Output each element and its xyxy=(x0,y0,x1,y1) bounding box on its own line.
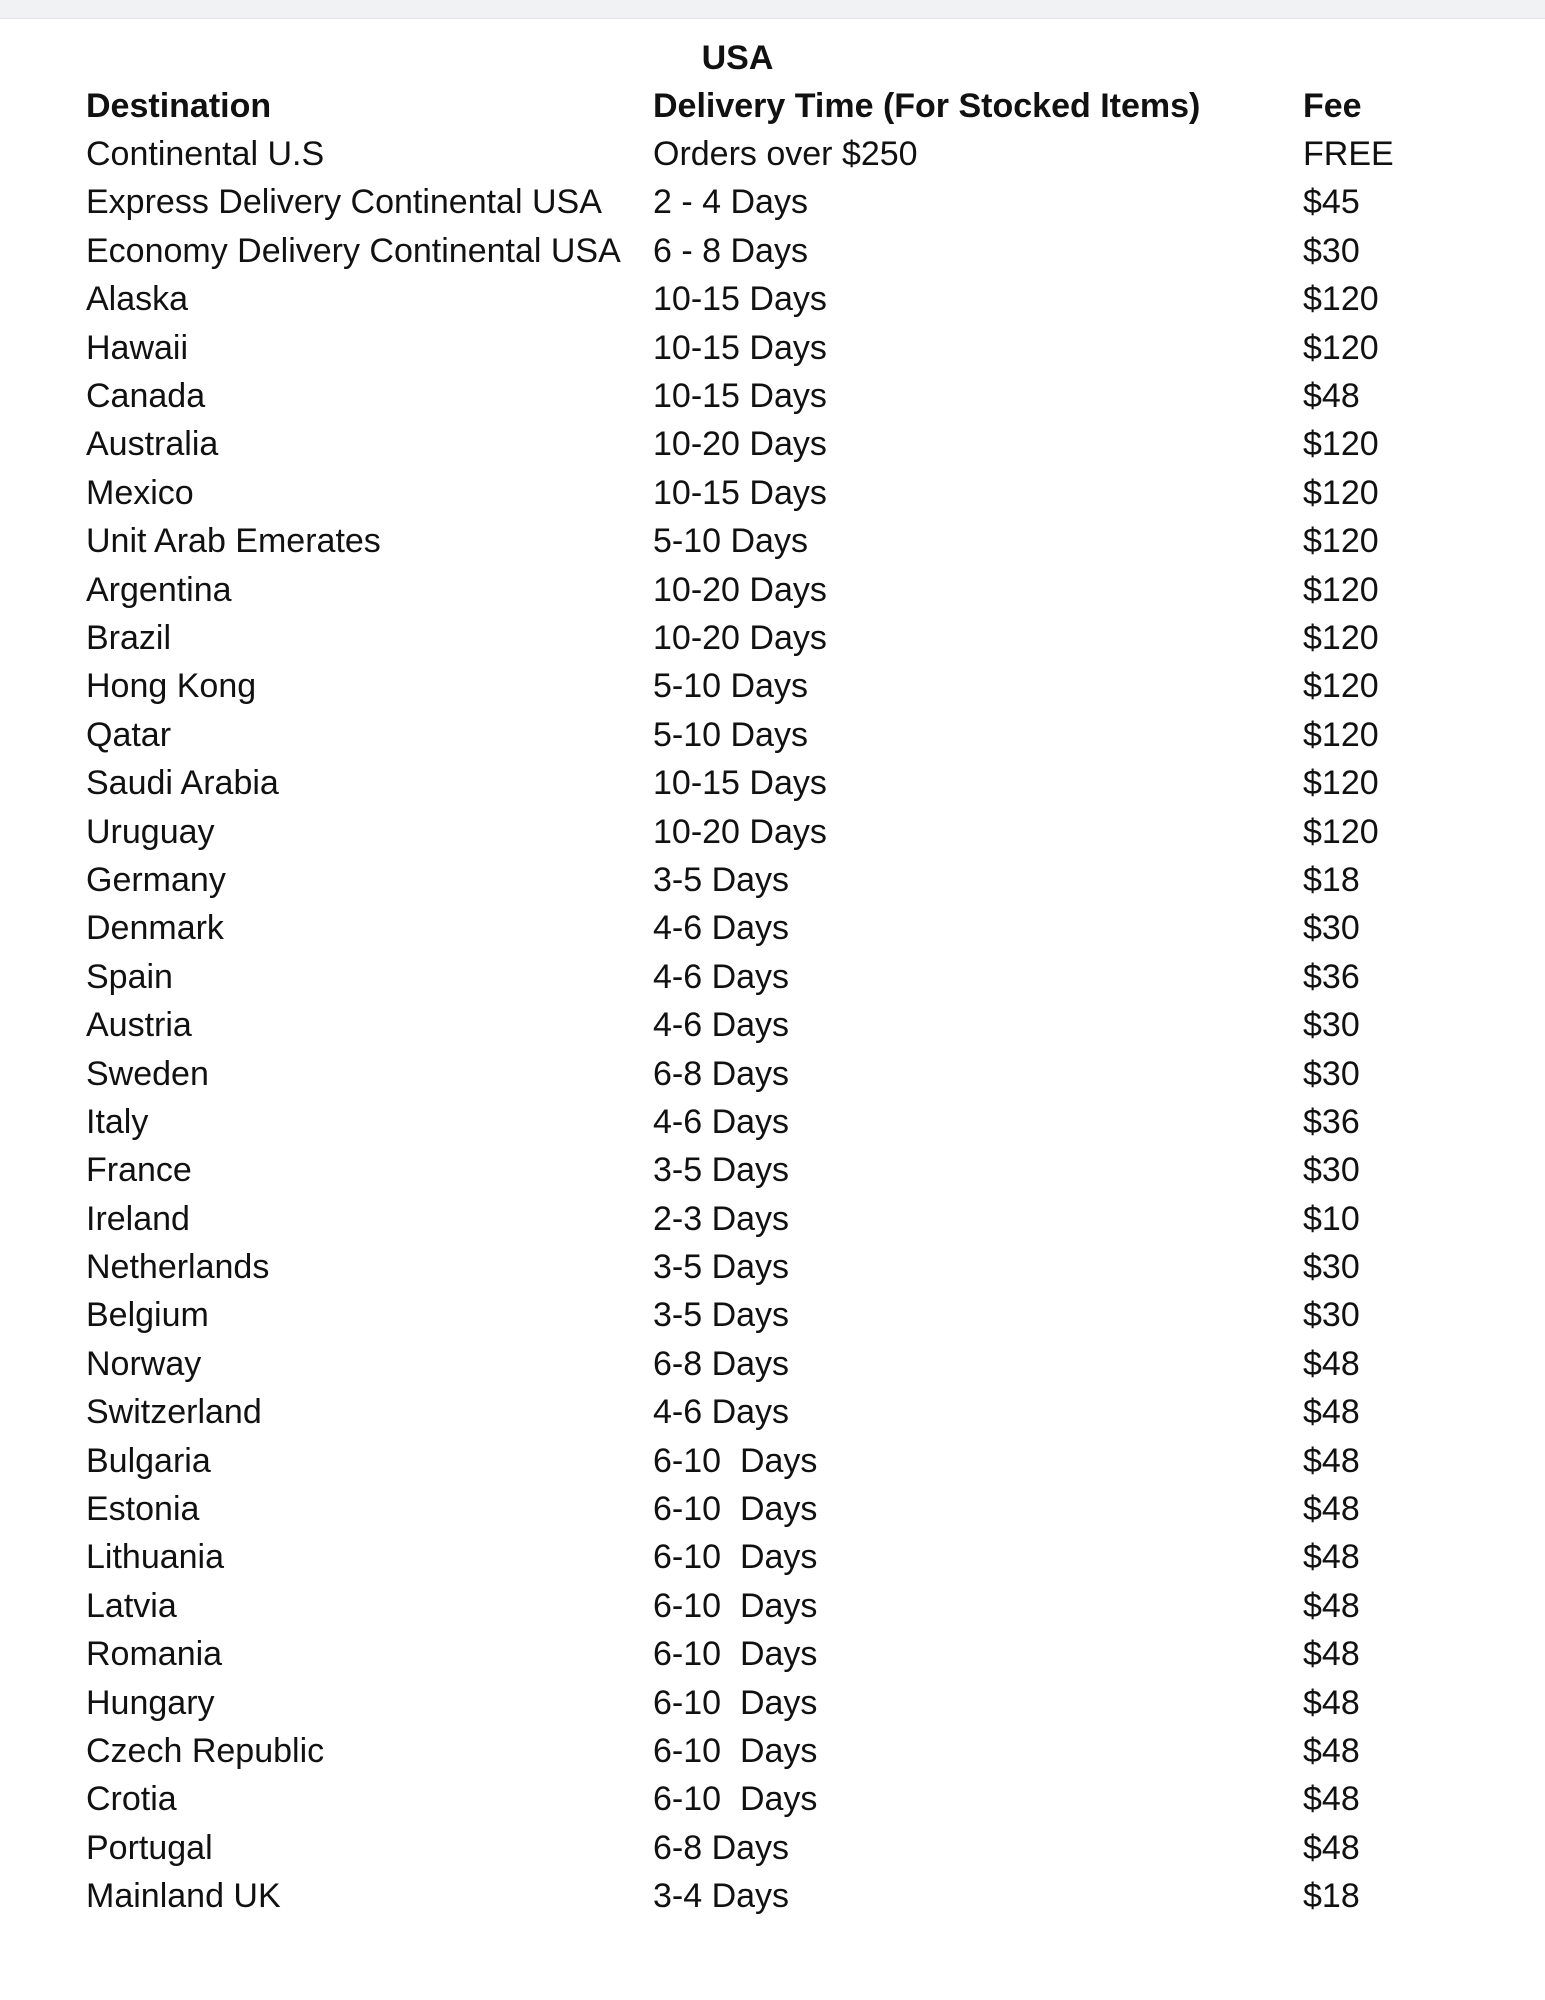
table-row xyxy=(86,566,1466,614)
table-row xyxy=(86,663,1466,711)
table-row xyxy=(86,276,1466,324)
delivery-time-cell: 4-6 Days xyxy=(653,1393,790,1432)
delivery-time-cell: 6-10 Days xyxy=(653,1683,818,1722)
fee-cell: $30 xyxy=(1303,1296,1360,1335)
table-row xyxy=(86,518,1466,566)
table-row xyxy=(86,1147,1466,1195)
fee-cell: $48 xyxy=(1303,1344,1360,1383)
delivery-time-cell: 6-8 Days xyxy=(653,1344,790,1383)
destination-cell: Lithuania xyxy=(86,1538,225,1577)
top-toolbar-strip xyxy=(0,0,1545,19)
fee-cell: $30 xyxy=(1303,1006,1360,1045)
fee-cell: $48 xyxy=(1303,1586,1360,1625)
destination-cell: Hong Kong xyxy=(86,667,257,706)
destination-cell: Latvia xyxy=(86,1586,177,1625)
delivery-time-cell: 6-10 Days xyxy=(653,1780,818,1819)
fee-cell: $120 xyxy=(1303,618,1379,657)
destination-cell: Czech Republic xyxy=(86,1731,325,1770)
fee-cell: $10 xyxy=(1303,1199,1360,1238)
destination-cell: Netherlands xyxy=(86,1248,270,1287)
table-row xyxy=(86,1195,1466,1243)
delivery-time-cell: 3-5 Days xyxy=(653,860,790,899)
delivery-time-cell: 6-10 Days xyxy=(653,1635,818,1674)
delivery-time-cell: 3-5 Days xyxy=(653,1296,790,1335)
shipping-table xyxy=(86,82,1466,1921)
table-row xyxy=(86,856,1466,904)
delivery-time-cell: 2-3 Days xyxy=(653,1199,790,1238)
delivery-time-cell: Orders over $250 xyxy=(653,135,918,174)
fee-cell: $48 xyxy=(1303,1393,1360,1432)
fee-cell: $120 xyxy=(1303,764,1379,803)
table-row xyxy=(86,1340,1466,1388)
delivery-time-cell: 10-15 Days xyxy=(653,328,827,367)
delivery-time-cell: 6-10 Days xyxy=(653,1731,818,1770)
table-row xyxy=(86,1727,1466,1775)
delivery-time-cell: 4-6 Days xyxy=(653,957,790,996)
destination-cell: Alaska xyxy=(86,280,189,319)
destination-cell: Estonia xyxy=(86,1490,200,1529)
delivery-time-cell: 6-10 Days xyxy=(653,1538,818,1577)
destination-cell: France xyxy=(86,1151,192,1190)
table-row xyxy=(86,1679,1466,1727)
table-row xyxy=(86,179,1466,227)
destination-cell: Crotia xyxy=(86,1780,177,1819)
table-row xyxy=(86,1292,1466,1340)
fee-cell: $120 xyxy=(1303,473,1379,512)
destination-cell: Canada xyxy=(86,377,206,416)
fee-cell: $36 xyxy=(1303,1102,1360,1141)
fee-cell: FREE xyxy=(1303,135,1394,174)
table-row xyxy=(86,905,1466,953)
fee-cell: $48 xyxy=(1303,1635,1360,1674)
destination-cell: Portugal xyxy=(86,1828,213,1867)
fee-cell: $18 xyxy=(1303,1877,1360,1916)
table-row xyxy=(86,227,1466,275)
fee-cell: $30 xyxy=(1303,1248,1360,1287)
destination-cell: Unit Arab Emerates xyxy=(86,522,381,561)
table-row xyxy=(86,759,1466,807)
table-row xyxy=(86,1437,1466,1485)
table-row xyxy=(86,1534,1466,1582)
table-row xyxy=(86,469,1466,517)
fee-cell: $48 xyxy=(1303,1490,1360,1529)
destination-cell: Qatar xyxy=(86,715,172,754)
delivery-time-cell: 3-4 Days xyxy=(653,1877,790,1916)
destination-cell: Hawaii xyxy=(86,328,189,367)
destination-cell: Germany xyxy=(86,860,226,899)
delivery-time-cell: 6-8 Days xyxy=(653,1054,790,1093)
delivery-time-cell: 6-10 Days xyxy=(653,1441,818,1480)
fee-cell: $30 xyxy=(1303,1151,1360,1190)
destination-cell: Denmark xyxy=(86,909,224,948)
destination-cell: Bulgaria xyxy=(86,1441,211,1480)
table-row xyxy=(86,1098,1466,1146)
fee-cell: $120 xyxy=(1303,522,1379,561)
destination-cell: Argentina xyxy=(86,570,232,609)
delivery-time-cell: 4-6 Days xyxy=(653,1102,790,1141)
fee-cell: $120 xyxy=(1303,812,1379,851)
fee-cell: $36 xyxy=(1303,957,1360,996)
table-row xyxy=(86,324,1466,372)
destination-cell: Mexico xyxy=(86,473,194,512)
fee-cell: $120 xyxy=(1303,667,1379,706)
destination-cell: Spain xyxy=(86,957,173,996)
destination-cell: Belgium xyxy=(86,1296,209,1335)
delivery-time-cell: 2 - 4 Days xyxy=(653,183,808,222)
header-fee: Fee xyxy=(1303,86,1362,125)
fee-cell: $30 xyxy=(1303,909,1360,948)
fee-cell: $18 xyxy=(1303,860,1360,899)
table-row xyxy=(86,1485,1466,1533)
fee-cell: $48 xyxy=(1303,1683,1360,1722)
destination-cell: Express Delivery Continental USA xyxy=(86,183,602,222)
fee-cell: $120 xyxy=(1303,715,1379,754)
delivery-time-cell: 6-10 Days xyxy=(653,1490,818,1529)
header-destination: Destination xyxy=(86,86,272,125)
fee-cell: $120 xyxy=(1303,425,1379,464)
destination-cell: Australia xyxy=(86,425,219,464)
table-body xyxy=(86,130,1466,1920)
destination-cell: Hungary xyxy=(86,1683,215,1722)
table-row xyxy=(86,1001,1466,1049)
delivery-time-cell: 10-15 Days xyxy=(653,473,827,512)
fee-cell: $30 xyxy=(1303,1054,1360,1093)
table-row xyxy=(86,1872,1466,1920)
destination-cell: Italy xyxy=(86,1102,149,1141)
delivery-time-cell: 5-10 Days xyxy=(653,667,808,706)
delivery-time-cell: 3-5 Days xyxy=(653,1151,790,1190)
fee-cell: $48 xyxy=(1303,1731,1360,1770)
header-delivery-time: Delivery Time (For Stocked Items) xyxy=(653,86,1201,125)
delivery-time-cell: 6-8 Days xyxy=(653,1828,790,1867)
fee-cell: $45 xyxy=(1303,183,1360,222)
fee-cell: $48 xyxy=(1303,1780,1360,1819)
delivery-time-cell: 10-15 Days xyxy=(653,377,827,416)
fee-cell: $30 xyxy=(1303,231,1360,270)
table-row xyxy=(86,1824,1466,1872)
destination-cell: Economy Delivery Continental USA xyxy=(86,231,621,270)
table-row xyxy=(86,1582,1466,1630)
fee-cell: $48 xyxy=(1303,1538,1360,1577)
table-row xyxy=(86,953,1466,1001)
delivery-time-cell: 6 - 8 Days xyxy=(653,231,808,270)
table-row xyxy=(86,1389,1466,1437)
fee-cell: $48 xyxy=(1303,1441,1360,1480)
destination-cell: Continental U.S xyxy=(86,135,325,174)
fee-cell: $120 xyxy=(1303,328,1379,367)
table-row xyxy=(86,130,1466,178)
table-row xyxy=(86,1243,1466,1291)
delivery-time-cell: 4-6 Days xyxy=(653,1006,790,1045)
table-row xyxy=(86,1776,1466,1824)
delivery-time-cell: 6-10 Days xyxy=(653,1586,818,1625)
table-row xyxy=(86,711,1466,759)
destination-cell: Switzerland xyxy=(86,1393,262,1432)
destination-cell: Sweden xyxy=(86,1054,209,1093)
destination-cell: Brazil xyxy=(86,618,172,657)
page-title: USA xyxy=(701,39,774,77)
delivery-time-cell: 10-20 Days xyxy=(653,425,827,464)
destination-cell: Ireland xyxy=(86,1199,190,1238)
delivery-time-cell: 10-20 Days xyxy=(653,812,827,851)
table-header xyxy=(86,82,1466,130)
delivery-time-cell: 10-15 Days xyxy=(653,764,827,803)
fee-cell: $48 xyxy=(1303,1828,1360,1867)
destination-cell: Romania xyxy=(86,1635,223,1674)
destination-cell: Mainland UK xyxy=(86,1877,281,1916)
delivery-time-cell: 10-20 Days xyxy=(653,618,827,657)
delivery-time-cell: 4-6 Days xyxy=(653,909,790,948)
destination-cell: Norway xyxy=(86,1344,202,1383)
destination-cell: Saudi Arabia xyxy=(86,764,279,803)
delivery-time-cell: 5-10 Days xyxy=(653,522,808,561)
table-row xyxy=(86,421,1466,469)
delivery-time-cell: 10-20 Days xyxy=(653,570,827,609)
destination-cell: Uruguay xyxy=(86,812,215,851)
table-row xyxy=(86,372,1466,420)
fee-cell: $120 xyxy=(1303,280,1379,319)
table-row xyxy=(86,808,1466,856)
table-row xyxy=(86,1050,1466,1098)
fee-cell: $48 xyxy=(1303,377,1360,416)
fee-cell: $120 xyxy=(1303,570,1379,609)
delivery-time-cell: 3-5 Days xyxy=(653,1248,790,1287)
table-row xyxy=(86,1631,1466,1679)
table-row xyxy=(86,614,1466,662)
destination-cell: Austria xyxy=(86,1006,192,1045)
delivery-time-cell: 10-15 Days xyxy=(653,280,827,319)
delivery-time-cell: 5-10 Days xyxy=(653,715,808,754)
